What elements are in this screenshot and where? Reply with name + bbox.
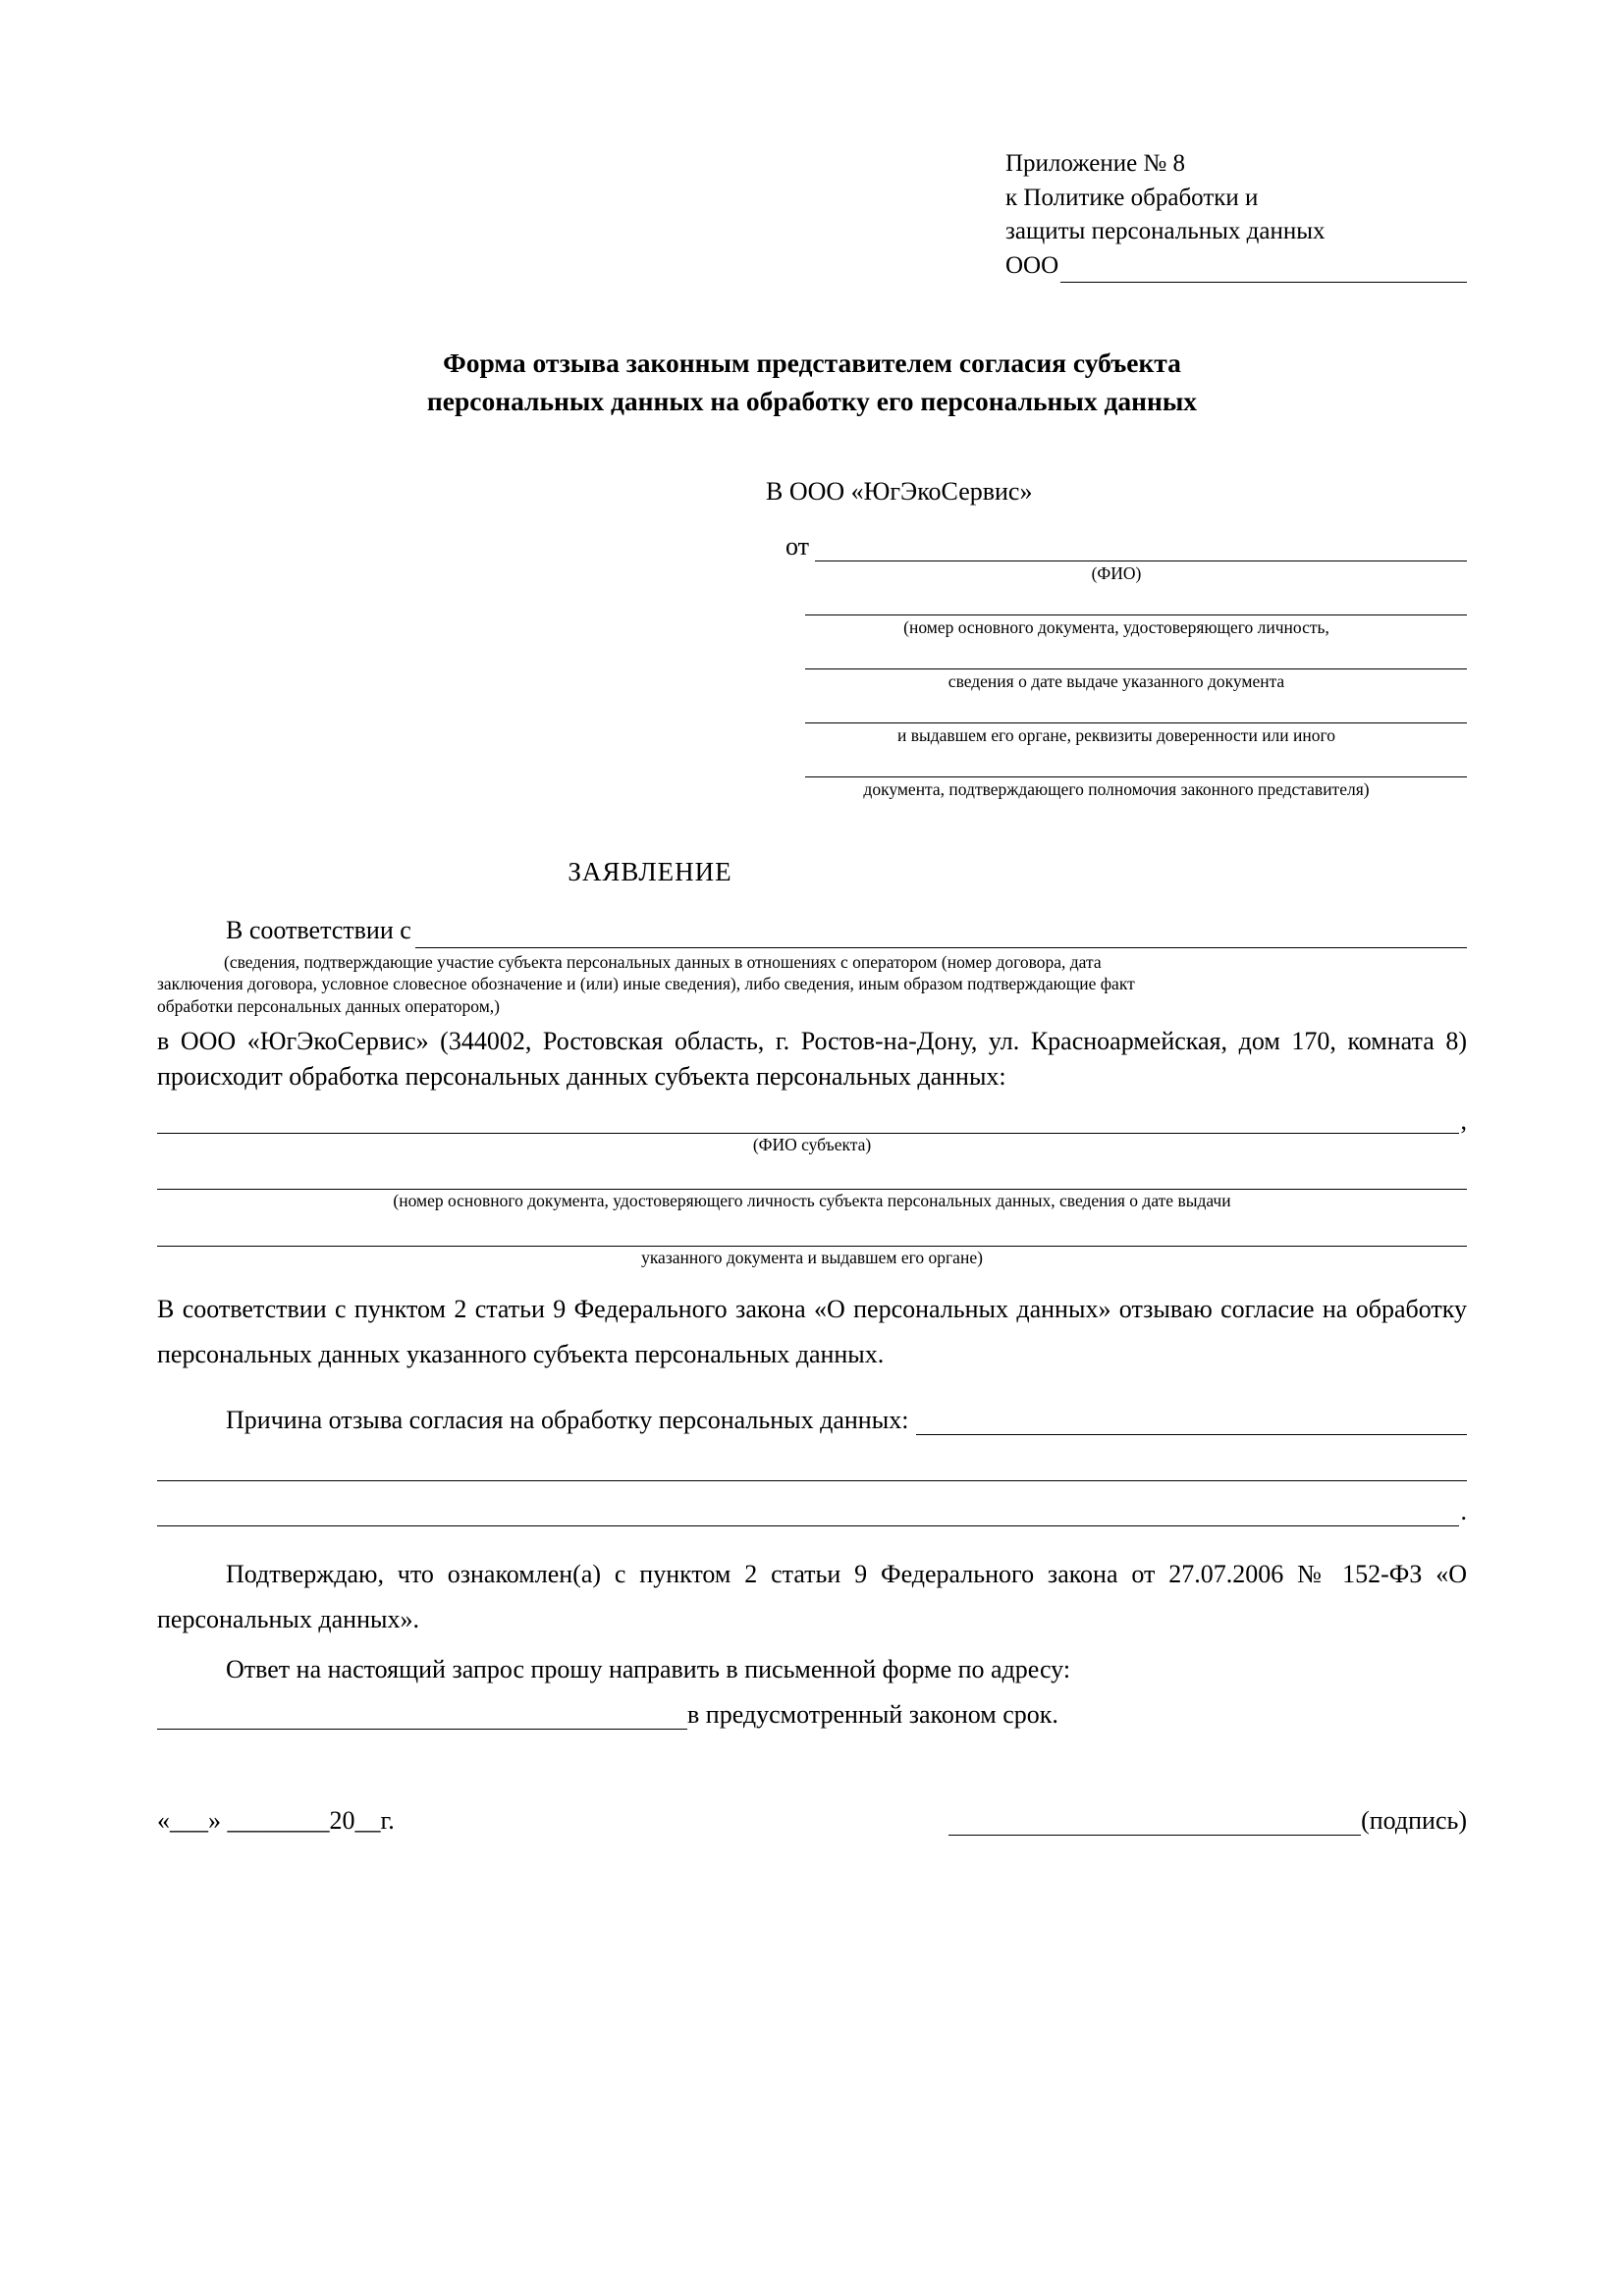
answer-address-tail: в предусмотренный законом срок.: [687, 1699, 1058, 1729]
accordance-row: [157, 913, 1467, 947]
reason-blank-1[interactable]: [916, 1415, 1467, 1435]
addressee-organization: В ООО «ЮгЭкоСервис»: [766, 477, 1033, 507]
doc-field-3: [766, 697, 1467, 747]
doc-blank-2[interactable]: [805, 643, 1467, 669]
accordance-note-line-3: обработки персональных данных оператором,): [157, 996, 500, 1017]
accordance-note-line-2: заключения договора, условное словесное обозначение и (или) иные сведения), либо сведения, иным образом подтверждающие факт: [157, 974, 1135, 994]
caption-doc-3: и выдавшем его органе, реквизиты доверенности или иного: [896, 724, 1336, 745]
reason-blank-3-row: [157, 1481, 1467, 1526]
subject-doc-field-1: [157, 1161, 1467, 1212]
caption-fio: (ФИО): [1091, 563, 1142, 584]
signature-row: [157, 1806, 1467, 1836]
appendix-policy-line-2: защиты персональных данных: [1005, 218, 1326, 244]
page-title: [157, 344, 1467, 420]
doc-field-1: [766, 589, 1467, 639]
signature-label: (подпись): [1361, 1805, 1467, 1835]
doc-blank-1[interactable]: [805, 589, 1467, 615]
accordance-note-line-1: (сведения, подтверждающие участие субъекта персональных данных в отношениях с оператором (номер договора, дата: [224, 951, 1102, 972]
company-blank-rule[interactable]: [1060, 262, 1467, 283]
reason-blank-2[interactable]: [157, 1435, 1467, 1481]
answer-address-blank[interactable]: [157, 1707, 687, 1730]
appendix-company-line: [1005, 249, 1467, 284]
caption-subject-doc-2: указанного документа и выдавшем его органе): [641, 1248, 983, 1268]
from-row: [785, 532, 1467, 561]
doc-blank-3[interactable]: [805, 697, 1467, 723]
from-fio-blank[interactable]: [815, 543, 1467, 561]
answer-address-row: [157, 1700, 1467, 1730]
caption-subject-fio: (ФИО субъекта): [752, 1134, 872, 1154]
accordance-note: [157, 951, 1467, 1018]
caption-subject-doc-1: (номер основного документа, удостоверяющего личность субъекта персональных данных, сведения о дате выдачи: [393, 1191, 1231, 1211]
statement-heading: ЗАЯВЛЕНИЕ: [568, 857, 732, 887]
doc-blank-4[interactable]: [805, 751, 1467, 777]
date-line[interactable]: «___» ________20__г.: [157, 1805, 395, 1835]
addressee-block: [766, 477, 1467, 800]
confirmation-paragraph: Подтверждаю, что ознакомлен(а) с пунктом 2 статьи 9 Федерального закона от 27.07.2006 № 152-ФЗ «О персональных данных».: [157, 1560, 1467, 1633]
accordance-blank[interactable]: [415, 928, 1467, 948]
answer-paragraph: Ответ на настоящий запрос прошу направить в письменной форме по адресу:: [226, 1655, 1071, 1684]
doc-field-4: [766, 751, 1467, 801]
subject-doc-blank-2[interactable]: [157, 1218, 1467, 1247]
subject-fio-comma: ,: [1460, 1105, 1467, 1135]
company-label: ООО: [1005, 251, 1059, 279]
subject-doc-blank-1[interactable]: [157, 1161, 1467, 1190]
appendix-header: [1005, 147, 1467, 283]
caption-doc-4: документа, подтверждающего полномочия законного представителя): [863, 778, 1370, 799]
reason-label: Причина отзыва согласия на обработку персональных данных:: [226, 1406, 909, 1435]
signature-blank[interactable]: [948, 1815, 1361, 1836]
from-label: от: [785, 532, 810, 561]
doc-field-2: [766, 643, 1467, 693]
reason-blank-3[interactable]: [157, 1480, 1459, 1526]
page-title-line-1: Форма отзыва законным представителем согласия субъекта: [443, 347, 1181, 378]
signature-field: [948, 1806, 1467, 1836]
subject-fio-field: [157, 1105, 1467, 1156]
caption-doc-1: (номер основного документа, удостоверяющего личность,: [903, 616, 1329, 637]
law-paragraph: В соответствии с пунктом 2 статьи 9 Федерального закона «О персональных данных» отзываю согласие на обработку персональных данных указанного субъекта персональных данных.: [157, 1295, 1467, 1368]
subject-doc-field-2: [157, 1218, 1467, 1269]
document-body: [157, 147, 1467, 2237]
subject-fio-row: [157, 1105, 1467, 1134]
reason-row: [157, 1406, 1467, 1435]
page-title-line-2: персональных данных на обработку его персональных данных: [426, 386, 1198, 417]
accordance-label: В соответствии с: [226, 916, 411, 945]
reason-end-dot: .: [1460, 1497, 1467, 1526]
appendix-number: Приложение № 8: [1005, 150, 1186, 177]
operator-paragraph: в ООО «ЮгЭкоСервис» (344002, Ростовская область, г. Ростов-на-Дону, ул. Красноармейская, дом 170, комната 8) происходит обработка персональных данных субъекта персональных данных:: [157, 1026, 1467, 1092]
caption-doc-2: сведения о дате выдаче указанного документа: [947, 670, 1285, 691]
appendix-policy-line-1: к Политике обработки и: [1005, 184, 1259, 211]
subject-fio-blank[interactable]: [157, 1105, 1459, 1134]
accordance-block: [157, 913, 1467, 1017]
